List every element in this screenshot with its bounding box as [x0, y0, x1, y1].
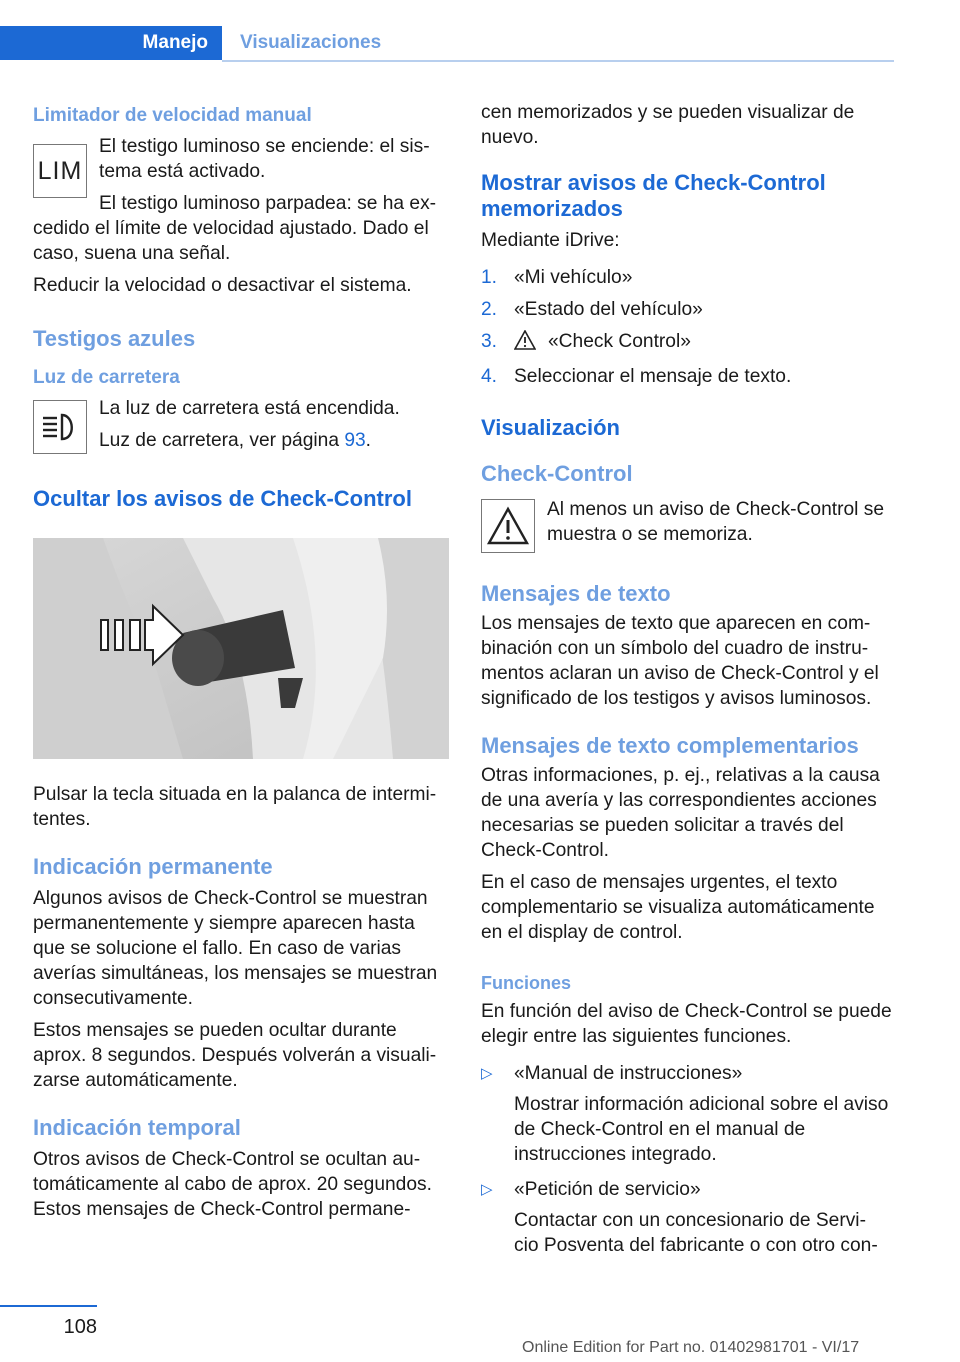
high-beam-icon	[33, 400, 87, 454]
left-column	[33, 100, 449, 1229]
check-control-text: Al menos un aviso de Check-Control se muestra o se memoriza.	[547, 499, 885, 545]
page-link-93[interactable]: 93	[344, 430, 366, 451]
high-beam-block	[33, 396, 449, 460]
lim-text-2: El testigo luminoso parpadea: se ha ex- cedido el límite de velocidad ajustado. Dado el caso, suena una señal.	[33, 193, 437, 264]
complementary-text-2: En el caso de mensajes urgentes, el texto complementario se visualiza automáticamente en el display de control.	[481, 872, 875, 943]
steps-list	[481, 265, 895, 389]
lim-block	[33, 134, 449, 273]
temporary-indication-heading: Indicación temporal	[33, 1115, 241, 1140]
temporary-text: Otros avisos de Check-Control se ocultan au- tomáticamente al cabo de aprox. 20 segundos. Estos mensajes de Check-Control permane-	[33, 1149, 432, 1220]
check-control-heading: Check-Control	[481, 461, 633, 486]
check-control-warning-icon	[481, 499, 535, 553]
list-item: 2. «Estado del vehículo»	[481, 299, 703, 320]
show-stored-heading: Mostrar avisos de Check-Control memorizados	[481, 170, 826, 221]
tab-manejo[interactable]: Manejo	[0, 26, 222, 60]
lim-heading: Limitador de velocidad manual	[33, 105, 312, 126]
list-item: 1. «Mi vehículo»	[481, 267, 633, 288]
lim-text-3: Reducir la velocidad o desactivar el sistema.	[33, 275, 412, 296]
functions-heading: Funciones	[481, 973, 572, 993]
bullet-triangle-icon: ▷	[481, 1181, 493, 1198]
page-number-rule	[0, 1305, 97, 1307]
high-beam-text-2: Luz de carretera, ver página 93.	[99, 430, 372, 451]
tab-visualizaciones[interactable]: Visualizaciones	[240, 32, 382, 53]
footer-edition: Online Edition for Part no. 01402981701 - VI/17	[522, 1339, 860, 1356]
right-column	[481, 100, 895, 1268]
functions-list	[481, 1061, 895, 1258]
page-number: 108	[63, 1316, 97, 1338]
high-beam-heading: Luz de carretera	[33, 367, 180, 388]
complementary-text-1: Otras informaciones, p. ej., relativas a la causa de una avería y las correspondientes acciones necesarias se pueden solicitar a través del Check-Control.	[481, 765, 880, 861]
blue-lights-heading: Testigos azules	[33, 326, 196, 351]
complementary-heading: Mensajes de texto complementarios	[481, 733, 859, 758]
check-control-block	[481, 491, 895, 557]
lim-text-1: El testigo luminoso se enciende: el sis- tema está activado.	[99, 136, 430, 182]
header-divider	[222, 60, 894, 62]
permanent-indication-heading: Indicación permanente	[33, 854, 273, 879]
list-item: ▷ «Petición de servicio» Contactar con un concesionario de Servi- cio Posventa del fabricante o con otro con-	[481, 1179, 878, 1256]
hide-messages-heading: Ocultar los avisos de Check-Control	[33, 486, 412, 511]
continued-text: cen memorizados y se pueden visualizar de nuevo.	[481, 102, 855, 148]
text-messages-text: Los mensajes de texto que aparecen en com- binación con un símbolo del cuadro de instru- mentos aclaran un aviso de Check-Control y el significado de los testigos y avisos luminosos.	[481, 613, 879, 709]
lim-indicator-icon	[33, 144, 87, 198]
list-item: 3. «Check Control»	[481, 329, 895, 357]
permanent-text-2: Estos mensajes se pueden ocultar durante aprox. 8 segundos. Después volverán a visuali- zarse automáticamente.	[33, 1020, 437, 1091]
hide-messages-text: Pulsar la tecla situada en la palanca de intermi- tentes.	[33, 784, 437, 830]
idrive-text: Mediante iDrive:	[481, 230, 620, 251]
warning-triangle-icon	[514, 330, 548, 357]
turn-signal-lever-illustration	[33, 538, 449, 759]
list-item: ▷ «Manual de instrucciones» Mostrar información adicional sobre el aviso de Check-Control en el manual de instrucciones integrado.	[481, 1063, 889, 1165]
permanent-text-1: Algunos avisos de Check-Control se muestran permanentemente y siempre aparecen hasta que se solucione el fallo. En caso de varias averías simultáneas, los mensajes se muestran consecutivamente.	[33, 888, 438, 1009]
list-item: 4. Seleccionar el mensaje de texto.	[481, 366, 792, 387]
lim-icon-text: LIM	[37, 156, 83, 185]
high-beam-text-1: La luz de carretera está encendida.	[99, 398, 400, 419]
text-messages-heading: Mensajes de texto	[481, 581, 671, 606]
visualization-heading: Visualización	[481, 415, 620, 440]
bullet-triangle-icon: ▷	[481, 1065, 493, 1082]
functions-text: En función del aviso de Check-Control se puede elegir entre las siguientes funciones.	[481, 1001, 892, 1047]
